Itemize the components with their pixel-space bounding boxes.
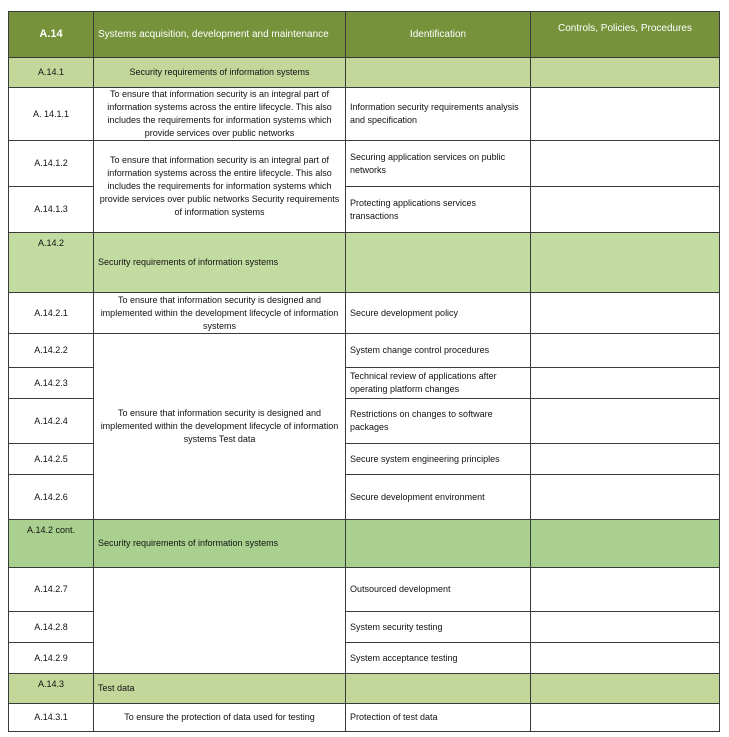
control-identification: Outsourced development bbox=[346, 568, 531, 612]
control-identification: Securing application services on public networks bbox=[346, 141, 531, 187]
controls-cell[interactable] bbox=[531, 88, 720, 141]
header-row bbox=[9, 12, 720, 58]
section-row-a14-2 bbox=[9, 233, 720, 293]
section-code: A.14.2 cont. bbox=[9, 520, 94, 568]
control-code: A.14.2.7 bbox=[9, 568, 94, 612]
section-identification-cell bbox=[346, 233, 531, 293]
section-controls-cell bbox=[531, 233, 720, 293]
control-code: A.14.2.2 bbox=[9, 334, 94, 368]
controls-cell[interactable] bbox=[531, 444, 720, 475]
control-objective-empty bbox=[94, 568, 346, 674]
section-identification-cell bbox=[346, 58, 531, 88]
table-row-a14-2-7 bbox=[9, 568, 720, 612]
controls-table bbox=[8, 11, 720, 732]
control-code: A.14.2.1 bbox=[9, 293, 94, 334]
control-identification: Protection of test data bbox=[346, 704, 531, 732]
control-objective: To ensure the protection of data used for testing bbox=[94, 704, 346, 732]
control-code: A.14.2.6 bbox=[9, 475, 94, 520]
section-row-a14-1 bbox=[9, 58, 720, 88]
section-identification-cell bbox=[346, 674, 531, 704]
control-objective: To ensure that information security is designed and implemented within the development lifecycle of information systems bbox=[94, 293, 346, 334]
control-identification: System security testing bbox=[346, 612, 531, 643]
header-identification: Identification bbox=[346, 12, 531, 58]
section-row-a14-2-cont bbox=[9, 520, 720, 568]
section-code: A.14.3 bbox=[9, 674, 94, 704]
table-row-a14-3-1 bbox=[9, 704, 720, 732]
control-identification: Protecting applications services transactions bbox=[346, 187, 531, 233]
control-identification: Information security requirements analysis and specification bbox=[346, 88, 531, 141]
controls-cell[interactable] bbox=[531, 568, 720, 612]
control-code: A.14.2.9 bbox=[9, 643, 94, 674]
control-code: A.14.1.2 bbox=[9, 141, 94, 187]
controls-cell[interactable] bbox=[531, 141, 720, 187]
table-row-a14-1-1 bbox=[9, 88, 720, 141]
section-title: Security requirements of information systems bbox=[94, 58, 346, 88]
controls-cell[interactable] bbox=[531, 293, 720, 334]
section-controls-cell bbox=[531, 674, 720, 704]
control-code: A. 14.1.1 bbox=[9, 88, 94, 141]
control-code: A.14.2.4 bbox=[9, 399, 94, 444]
controls-cell[interactable] bbox=[531, 368, 720, 399]
control-identification: System change control procedures bbox=[346, 334, 531, 368]
header-code: A.14 bbox=[9, 12, 94, 58]
control-code: A.14.2.3 bbox=[9, 368, 94, 399]
control-objective-merged: To ensure that information security is an integral part of information systems across the entire lifecycle. This also includes the requirements for information systems which provide services over public networks Security requirements of information systems bbox=[94, 141, 346, 233]
control-code: A.14.2.8 bbox=[9, 612, 94, 643]
controls-cell[interactable] bbox=[531, 334, 720, 368]
control-identification: Secure development environment bbox=[346, 475, 531, 520]
section-code: A.14.2 bbox=[9, 233, 94, 293]
control-objective: To ensure that information security is an integral part of information systems across the entire lifecycle. This also includes the requirements for information systems which provide services over public networks bbox=[94, 88, 346, 141]
section-title: Security requirements of information systems bbox=[94, 233, 346, 293]
controls-cell[interactable] bbox=[531, 643, 720, 674]
control-objective-merged: To ensure that information security is designed and implemented within the development lifecycle of information systems Test data bbox=[94, 334, 346, 520]
section-row-a14-3 bbox=[9, 674, 720, 704]
control-code: A.14.1.3 bbox=[9, 187, 94, 233]
controls-cell[interactable] bbox=[531, 187, 720, 233]
section-code: A.14.1 bbox=[9, 58, 94, 88]
section-controls-cell bbox=[531, 520, 720, 568]
table-row-a14-2-2 bbox=[9, 334, 720, 368]
control-code: A.14.2.5 bbox=[9, 444, 94, 475]
section-title: Test data bbox=[94, 674, 346, 704]
controls-cell[interactable] bbox=[531, 612, 720, 643]
section-title: Security requirements of information systems bbox=[94, 520, 346, 568]
control-identification: Secure development policy bbox=[346, 293, 531, 334]
header-controls: Controls, Policies, Procedures bbox=[531, 12, 720, 58]
section-identification-cell bbox=[346, 520, 531, 568]
control-identification: Secure system engineering principles bbox=[346, 444, 531, 475]
controls-cell[interactable] bbox=[531, 475, 720, 520]
table-row-a14-1-2 bbox=[9, 141, 720, 187]
control-identification: Restrictions on changes to software packages bbox=[346, 399, 531, 444]
control-identification: System acceptance testing bbox=[346, 643, 531, 674]
controls-cell[interactable] bbox=[531, 704, 720, 732]
control-identification: Technical review of applications after operating platform changes bbox=[346, 368, 531, 399]
header-title: Systems acquisition, development and maintenance bbox=[94, 12, 346, 58]
table-row-a14-2-1 bbox=[9, 293, 720, 334]
section-controls-cell bbox=[531, 58, 720, 88]
controls-cell[interactable] bbox=[531, 399, 720, 444]
control-code: A.14.3.1 bbox=[9, 704, 94, 732]
